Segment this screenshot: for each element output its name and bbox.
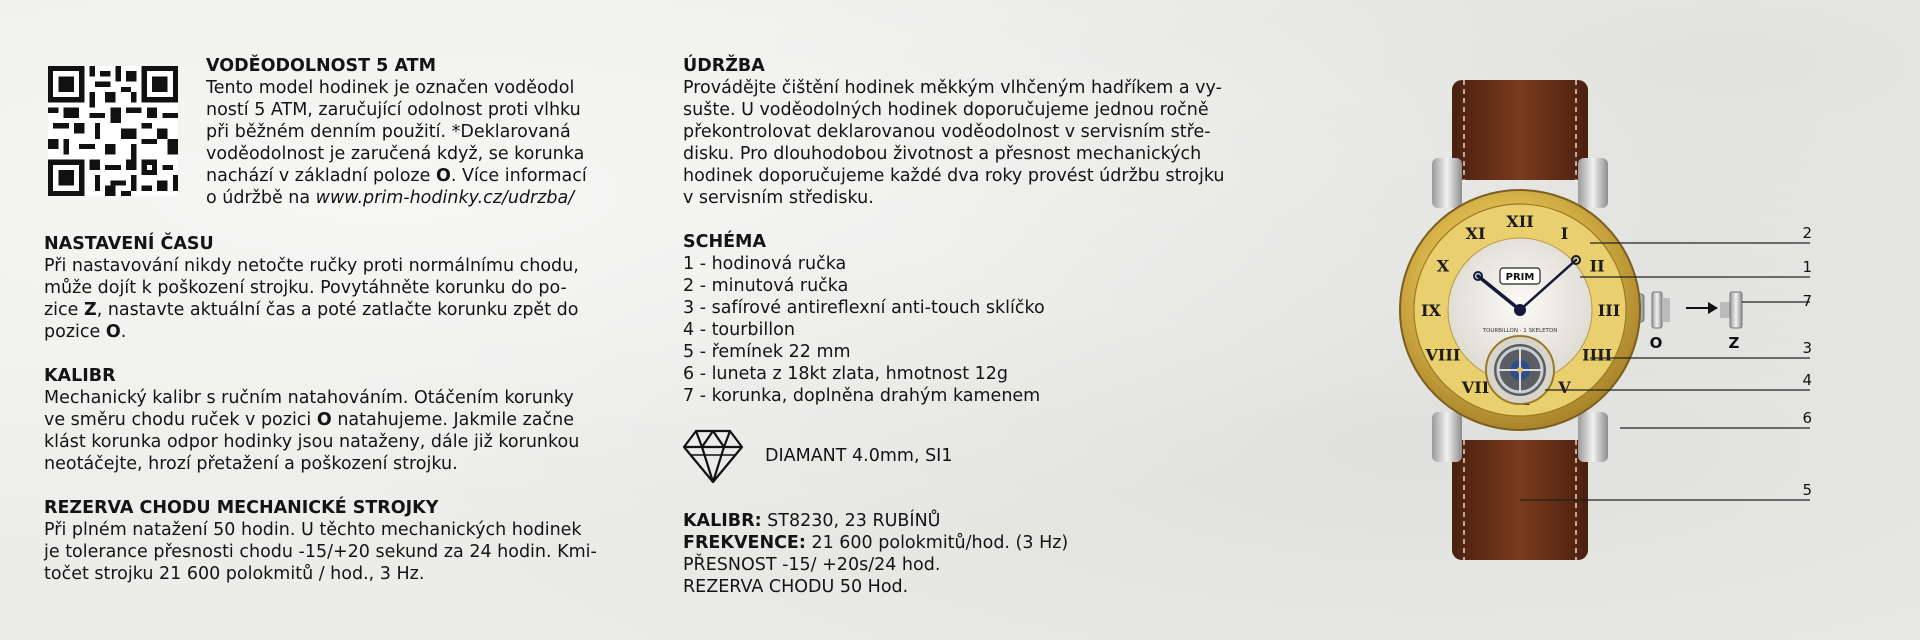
spec-accuracy: PŘESNOST -15/ +20s/24 hod. [683,555,941,575]
schema-item: 5 - řemínek 22 mm [683,342,851,362]
maintenance-section [683,55,1239,209]
diamond-label: DIAMANT 4.0mm, SI1 [765,446,953,466]
caliber-section [44,365,600,475]
dial-text: TOURBILLON · 1 SKELETON [1482,328,1558,334]
caliber-title: KALIBR [44,366,116,386]
water-line: při běžném denním použití. *Deklarovaná [206,122,571,142]
spec-caliber: KALIBR: ST8230, 23 RUBÍNŮ [683,511,941,531]
qr-code-icon [48,66,178,196]
roman-numeral: VIII [1425,345,1461,365]
time-line: může dojít k poškození strojku. Povytáhněte korunku do po- [44,278,567,298]
maintenance-title: ÚDRŽBA [683,56,765,76]
roman-numeral: IIII [1582,345,1613,365]
crown-label-Z: Z [1728,334,1740,352]
water-line: o údržbě na www.prim-hodinky.cz/udrzba/ [206,188,575,208]
maintenance-line: Provádějte čištění hodinek měkkým vlhčeným hadříkem a vy- [683,78,1222,98]
schema-item: 1 - hodinová ručka [683,254,847,274]
callout-7: 7 [1802,292,1812,310]
schema-item: 3 - safírové antireflexní anti-touch sklíčko [683,298,1045,318]
maintenance-line: překontrolovat deklarovanou voděodolnost v servisním stře- [683,122,1211,142]
water-resistance-title: VODĚODOLNOST 5 ATM [206,56,436,76]
strap-top [1452,80,1588,180]
roman-numeral: II [1589,256,1605,276]
crown-pos-Z [1720,292,1742,328]
callout-5: 5 [1802,481,1812,499]
callout-6: 6 [1802,409,1812,427]
roman-numeral: XI [1465,223,1486,243]
roman-numeral: I [1560,223,1569,243]
roman-numeral: V [1558,378,1571,398]
callout-4: 4 [1802,371,1812,389]
roman-numeral: IX [1421,301,1441,320]
caliber-line: klást korunka odpor hodinky jsou nataženy, dále již korunkou [44,432,580,452]
middle-column [683,55,1239,429]
spec-reserve: REZERVA CHODU 50 Hod. [683,577,909,597]
crown-pos-O [1652,292,1670,328]
crown-label-O: O [1649,334,1663,352]
maintenance-line: hodinek doporučujeme každé dva roky provést údržbu strojku [683,166,1225,186]
maintenance-line: sušte. U voděodolných hodinek doporučujeme jednou ročně [683,100,1209,120]
callout-2: 2 [1802,224,1812,242]
reserve-line: točet strojku 21 600 polokmitů / hod., 3 Hz. [44,564,425,584]
spec-frequency: FREKVENCE: 21 600 polokmitů/hod. (3 Hz) [683,533,1069,553]
reserve-line: je tolerance přesnosti chodu -15/+20 sekund za 24 hodin. Kmi- [44,542,597,562]
watch-brand: PRIM [1505,272,1535,283]
caliber-line: ve směru chodu ruček v pozici O natahujeme. Jakmile začne [44,410,574,430]
tourbillon [1486,336,1554,404]
callout-3: 3 [1802,339,1812,357]
schema-section [683,231,1239,407]
schema-item: 7 - korunka, doplněna drahým kamenem [683,386,1041,406]
callout-1: 1 [1802,258,1812,276]
time-line: zice Z, nastavte aktuální čas a poté zatlačte korunku zpět do [44,300,579,320]
schema-item: 2 - minutová ručka [683,276,849,296]
caliber-line: neotáčejte, hrozí přetažení a poškození strojku. [44,454,458,474]
specs-block [683,510,1243,598]
schema-item: 6 - luneta z 18kt zlata, hmotnost 12g [683,364,1009,384]
diamond-icon [682,428,744,484]
power-reserve-title: REZERVA CHODU MECHANICKÉ STROJKY [44,498,439,518]
water-line: ností 5 ATM, zaručující odolnost proti vlhku [206,100,581,120]
maintenance-line: disku. Pro dlouhodobou životnost a přesnost mechanických [683,144,1202,164]
water-line: nachází v základní poloze O. Více informací [206,166,587,186]
water-line: Tento model hodinek je označen voděodol [206,78,575,98]
watch-illustration [1380,80,1840,560]
roman-numeral: VII [1461,378,1490,398]
roman-numeral: X [1436,256,1450,276]
maintenance-link[interactable]: www.prim-hodinky.cz/udrzba/ [315,188,575,208]
schema-item: 4 - tourbillon [683,320,795,340]
water-line: voděodolnost je zaručená když, se korunka [206,144,585,164]
time-setting-title: NASTAVENÍ ČASU [44,234,214,254]
roman-numeral: III [1597,301,1621,320]
reserve-line: Při plném natažení 50 hodin. U těchto mechanických hodinek [44,520,582,540]
water-resistance-section [206,55,606,209]
time-setting-section [44,233,600,343]
power-reserve-section [44,497,600,585]
left-column [44,233,600,607]
schema-title: SCHÉMA [683,232,767,252]
caliber-line: Mechanický kalibr s ručním natahováním. Otáčením korunky [44,388,574,408]
time-line: pozice O. [44,322,127,342]
time-line: Při nastavování nikdy netočte ručky proti normálnímu chodu, [44,256,579,276]
maintenance-line: v servisním středisku. [683,188,874,208]
roman-numeral: XII [1506,212,1534,231]
